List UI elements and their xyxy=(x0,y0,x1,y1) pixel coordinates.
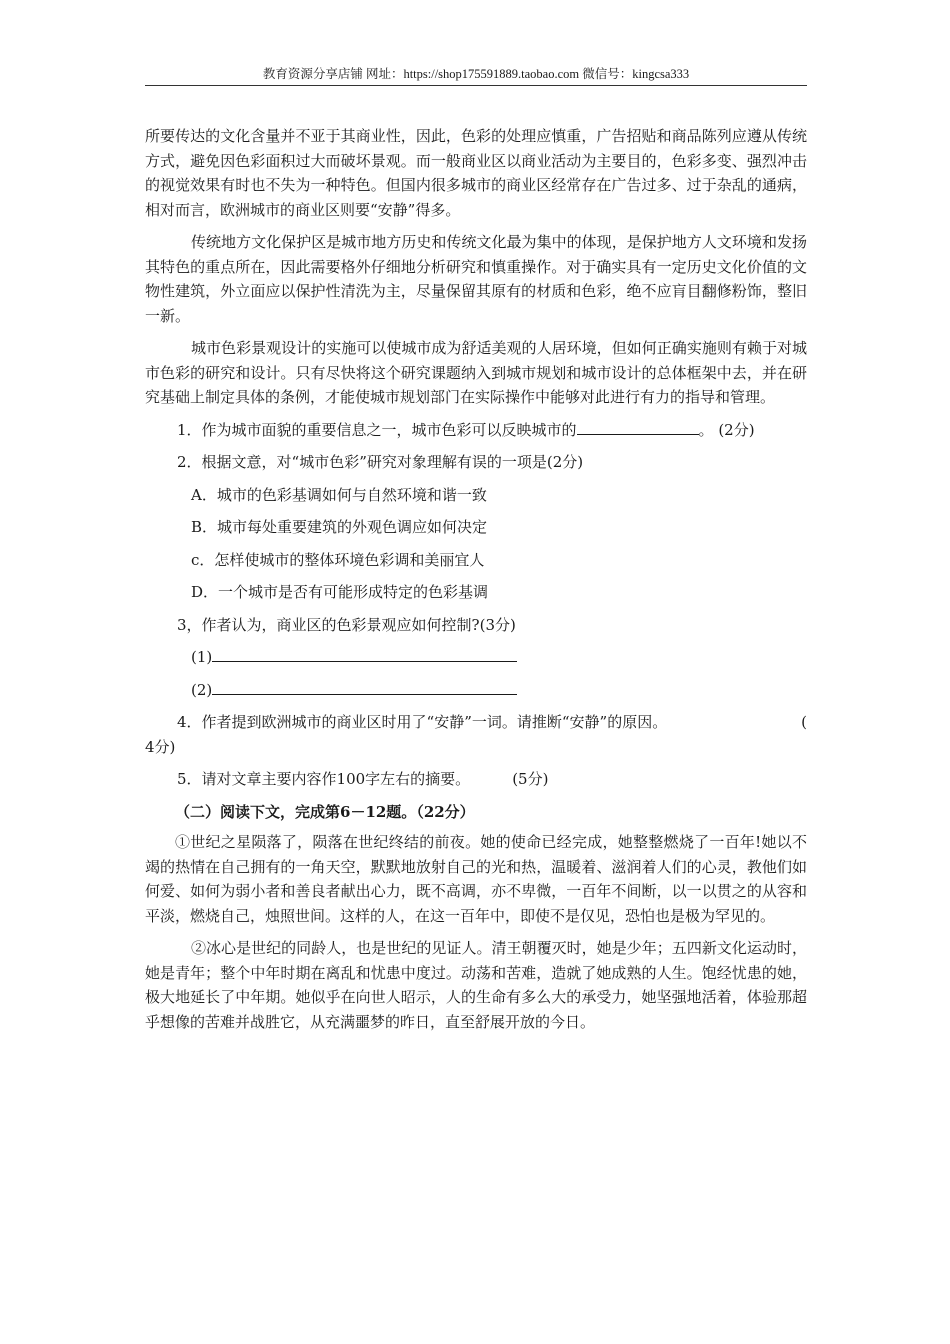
question-1-blank[interactable] xyxy=(577,418,699,435)
question-2-option-c: c．怎样使城市的整体环境色彩调和美丽宜人 xyxy=(191,550,485,569)
page-header xyxy=(145,64,807,86)
paragraph-commercial-district: 所要传达的文化含量并不亚于其商业性，因此，色彩的处理应慎重，广告招贴和商品陈列应遵从传统方式，避免因色彩面积过大而破坏景观。而一般商业区以商业活动为主要目的，色彩多变、强烈冲击的视觉效果有时也不失为一种特色。但国内很多城市的商业区经常存在广告过多、过于杂乱的通病，相对而言，欧洲城市的商业区则要“安静”得多。 xyxy=(145,127,807,219)
question-1-score: 。 (2分) xyxy=(698,420,755,439)
document-body xyxy=(145,124,807,1034)
question-4-text: 4．作者提到欧洲城市的商业区时用了“安静”一词。请推断“安静”的原因。 xyxy=(177,713,668,731)
question-1 xyxy=(145,418,807,443)
question-5-text: 5．请对文章主要内容作100字左右的摘要。 xyxy=(177,770,471,788)
answer-2-blank[interactable] xyxy=(212,678,517,695)
question-5-score: (5分) xyxy=(512,770,549,788)
question-4-score-open: ( xyxy=(801,713,807,731)
section-2-paragraph-2: ②冰心是世纪的同龄人，也是世纪的见证人。清王朝覆灭时，她是少年；五四新文化运动时，她是青年；整个中年时期在离乱和忧患中度过。动荡和苦难，造就了她成熟的人生。饱经忧患的她，极大地延长了中年期。她似乎在向世人昭示，人的生命有多么大的承受力，她坚强地活着，体验那超乎想像的苦难并战胜它，从充满噩梦的昨日，直至舒展开放的今日。 xyxy=(145,939,807,1031)
paragraph-design-implementation: 城市色彩景观设计的实施可以使城市成为舒适美观的人居环境，但如何正确实施则有赖于对城市色彩的研究和设计。只有尽快将这个研究课题纳入到城市规划和城市设计的总体框架中去，并在研究基础上制定具体的条例，才能使城市规划部门在实际操作中能够对此进行有力的指导和管理。 xyxy=(145,339,807,406)
question-3-answer-1 xyxy=(145,645,807,670)
header-text: 教育资源分享店铺 网址：https://shop175591889.taobao.com 微信号：kingcsa333 xyxy=(262,67,690,81)
question-4 xyxy=(145,710,807,759)
section-2-paragraph-1: ①世纪之星陨落了，陨落在世纪终结的前夜。她的使命已经完成，她整整燃烧了一百年!她以不竭的热情在自己拥有的一角天空，默默地放射自己的光和热，温暖着、滋润着人们的心灵，教他们如何爱、如何为弱小者和善良者献出心力，既不高调，亦不卑微，一百年不间断，以一以贯之的从容和平淡，燃烧自己，烛照世间。这样的人，在这一百年中，即使不是仅见，恐怕也是极为罕见的。 xyxy=(145,833,807,925)
question-3-answer-2 xyxy=(145,678,807,703)
answer-2-label: (2) xyxy=(191,680,213,699)
question-2-option-b: B．城市每处重要建筑的外观色调应如何决定 xyxy=(191,518,488,536)
section-2-title: （二）阅读下文，完成第6－12题。（22分） xyxy=(175,802,475,821)
question-5 xyxy=(145,767,807,792)
answer-1-blank[interactable] xyxy=(212,645,517,662)
question-4-score: 4分) xyxy=(145,737,176,756)
question-2-option-a: A．城市的色彩基调如何与自然环境和谐一致 xyxy=(191,485,487,504)
question-1-text: 1．作为城市面貌的重要信息之一，城市色彩可以反映城市的 xyxy=(177,420,577,439)
question-2-option-d: D．一个城市是否有可能形成特定的色彩基调 xyxy=(191,583,489,601)
answer-1-label: (1) xyxy=(191,648,213,666)
paragraph-heritage-area: 传统地方文化保护区是城市地方历史和传统文化最为集中的体现，是保护地方人文环境和发扬其特色的重点所在，因此需要格外仔细地分析研究和慎重操作。对于确实具有一定历史文化价值的文物性建筑，外立面应以保护性清洗为主，尽量保留其原有的材质和色彩，绝不应肓目翻修粉饰，整旧一新。 xyxy=(145,233,807,325)
question-2: 2．根据文意，对“城市色彩”研究对象理解有误的一项是(2分) xyxy=(177,453,584,471)
question-3: 3，作者认为，商业区的色彩景观应如何控制?(3分) xyxy=(177,615,516,634)
